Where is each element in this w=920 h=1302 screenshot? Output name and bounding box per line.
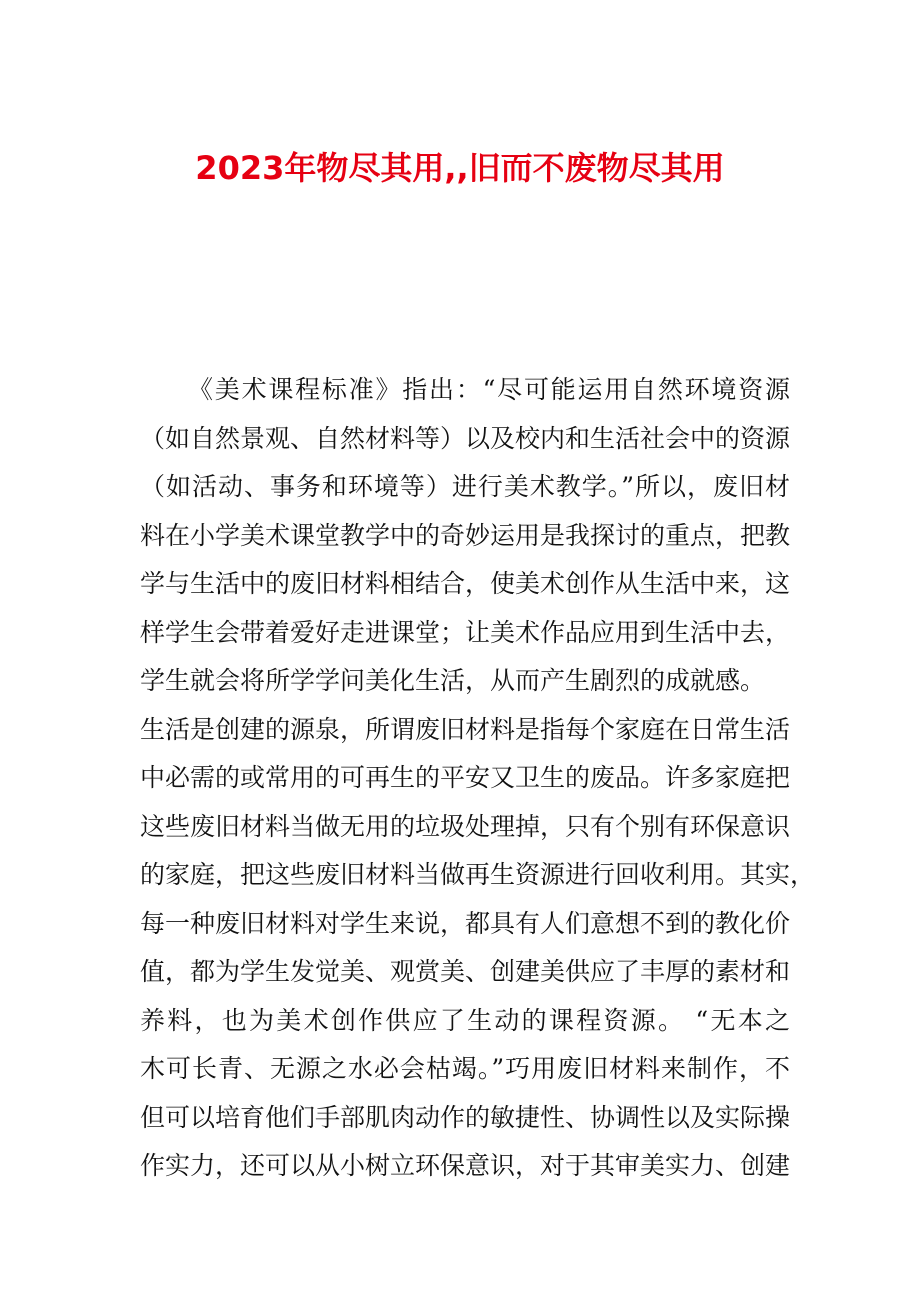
paragraph-line: 学生就会将所学学问美化生活，从而产生剧烈的成就感。 (140, 666, 766, 695)
paragraph-line: （如自然景观、自然材料等）以及校内和生活社会中的资源 (140, 423, 791, 453)
paragraph-line: （如活动、事务和环境等）进行美术教学。”所以，废旧材 (140, 472, 790, 501)
paragraph-line: 《美术课程标准》指出：“尽可能运用自然环境资源 (188, 375, 790, 404)
paragraph-line: 中必需的或常用的可再生的平安又卫生的废品。许多家庭把 (140, 763, 791, 792)
paragraph-line: 值，都为学生发觉美、观赏美、创建美供应了丰厚的素材和 (140, 957, 791, 986)
paragraph-line: 每一种废旧材料对学生来说，都具有人们意想不到的教化价 (140, 908, 791, 938)
paragraph-line: 料在小学美术课堂教学中的奇妙运用是我探讨的重点，把教 (140, 520, 791, 550)
paragraph-line: 样学生会带着爱好走进课堂；让美术作品应用到生活中去， (140, 617, 791, 647)
paragraph-line: 学与生活中的废旧材料相结合，使美术创作从生活中来，这 (140, 569, 791, 598)
paragraph-line: 这些废旧材料当做无用的垃圾处理掉，只有个别有环保意识 (140, 811, 791, 841)
paragraph-line: 的家庭，把这些废旧材料当做再生资源进行回收利用。其实， (140, 860, 816, 889)
paragraph-line: 木可长青、无源之水必会枯竭。”巧用废旧材料来制作，不 (140, 1054, 790, 1083)
paragraph-line: 作实力，还可以从小树立环保意识，对于其审美实力、创建 (140, 1151, 791, 1180)
paragraph-line: 养料，也为美术创作供应了生动的课程资源。 “无本之 (140, 1005, 790, 1035)
document-title: 2023年物尽其用,,旧而不废物尽其用 (195, 149, 725, 187)
paragraph-line: 但可以培育他们手部肌肉动作的敏捷性、协调性以及实际操 (140, 1102, 791, 1132)
document-body (140, 366, 816, 1191)
paragraph-line: 生活是创建的源泉，所谓废旧材料是指每个家庭在日常生活 (140, 714, 791, 744)
